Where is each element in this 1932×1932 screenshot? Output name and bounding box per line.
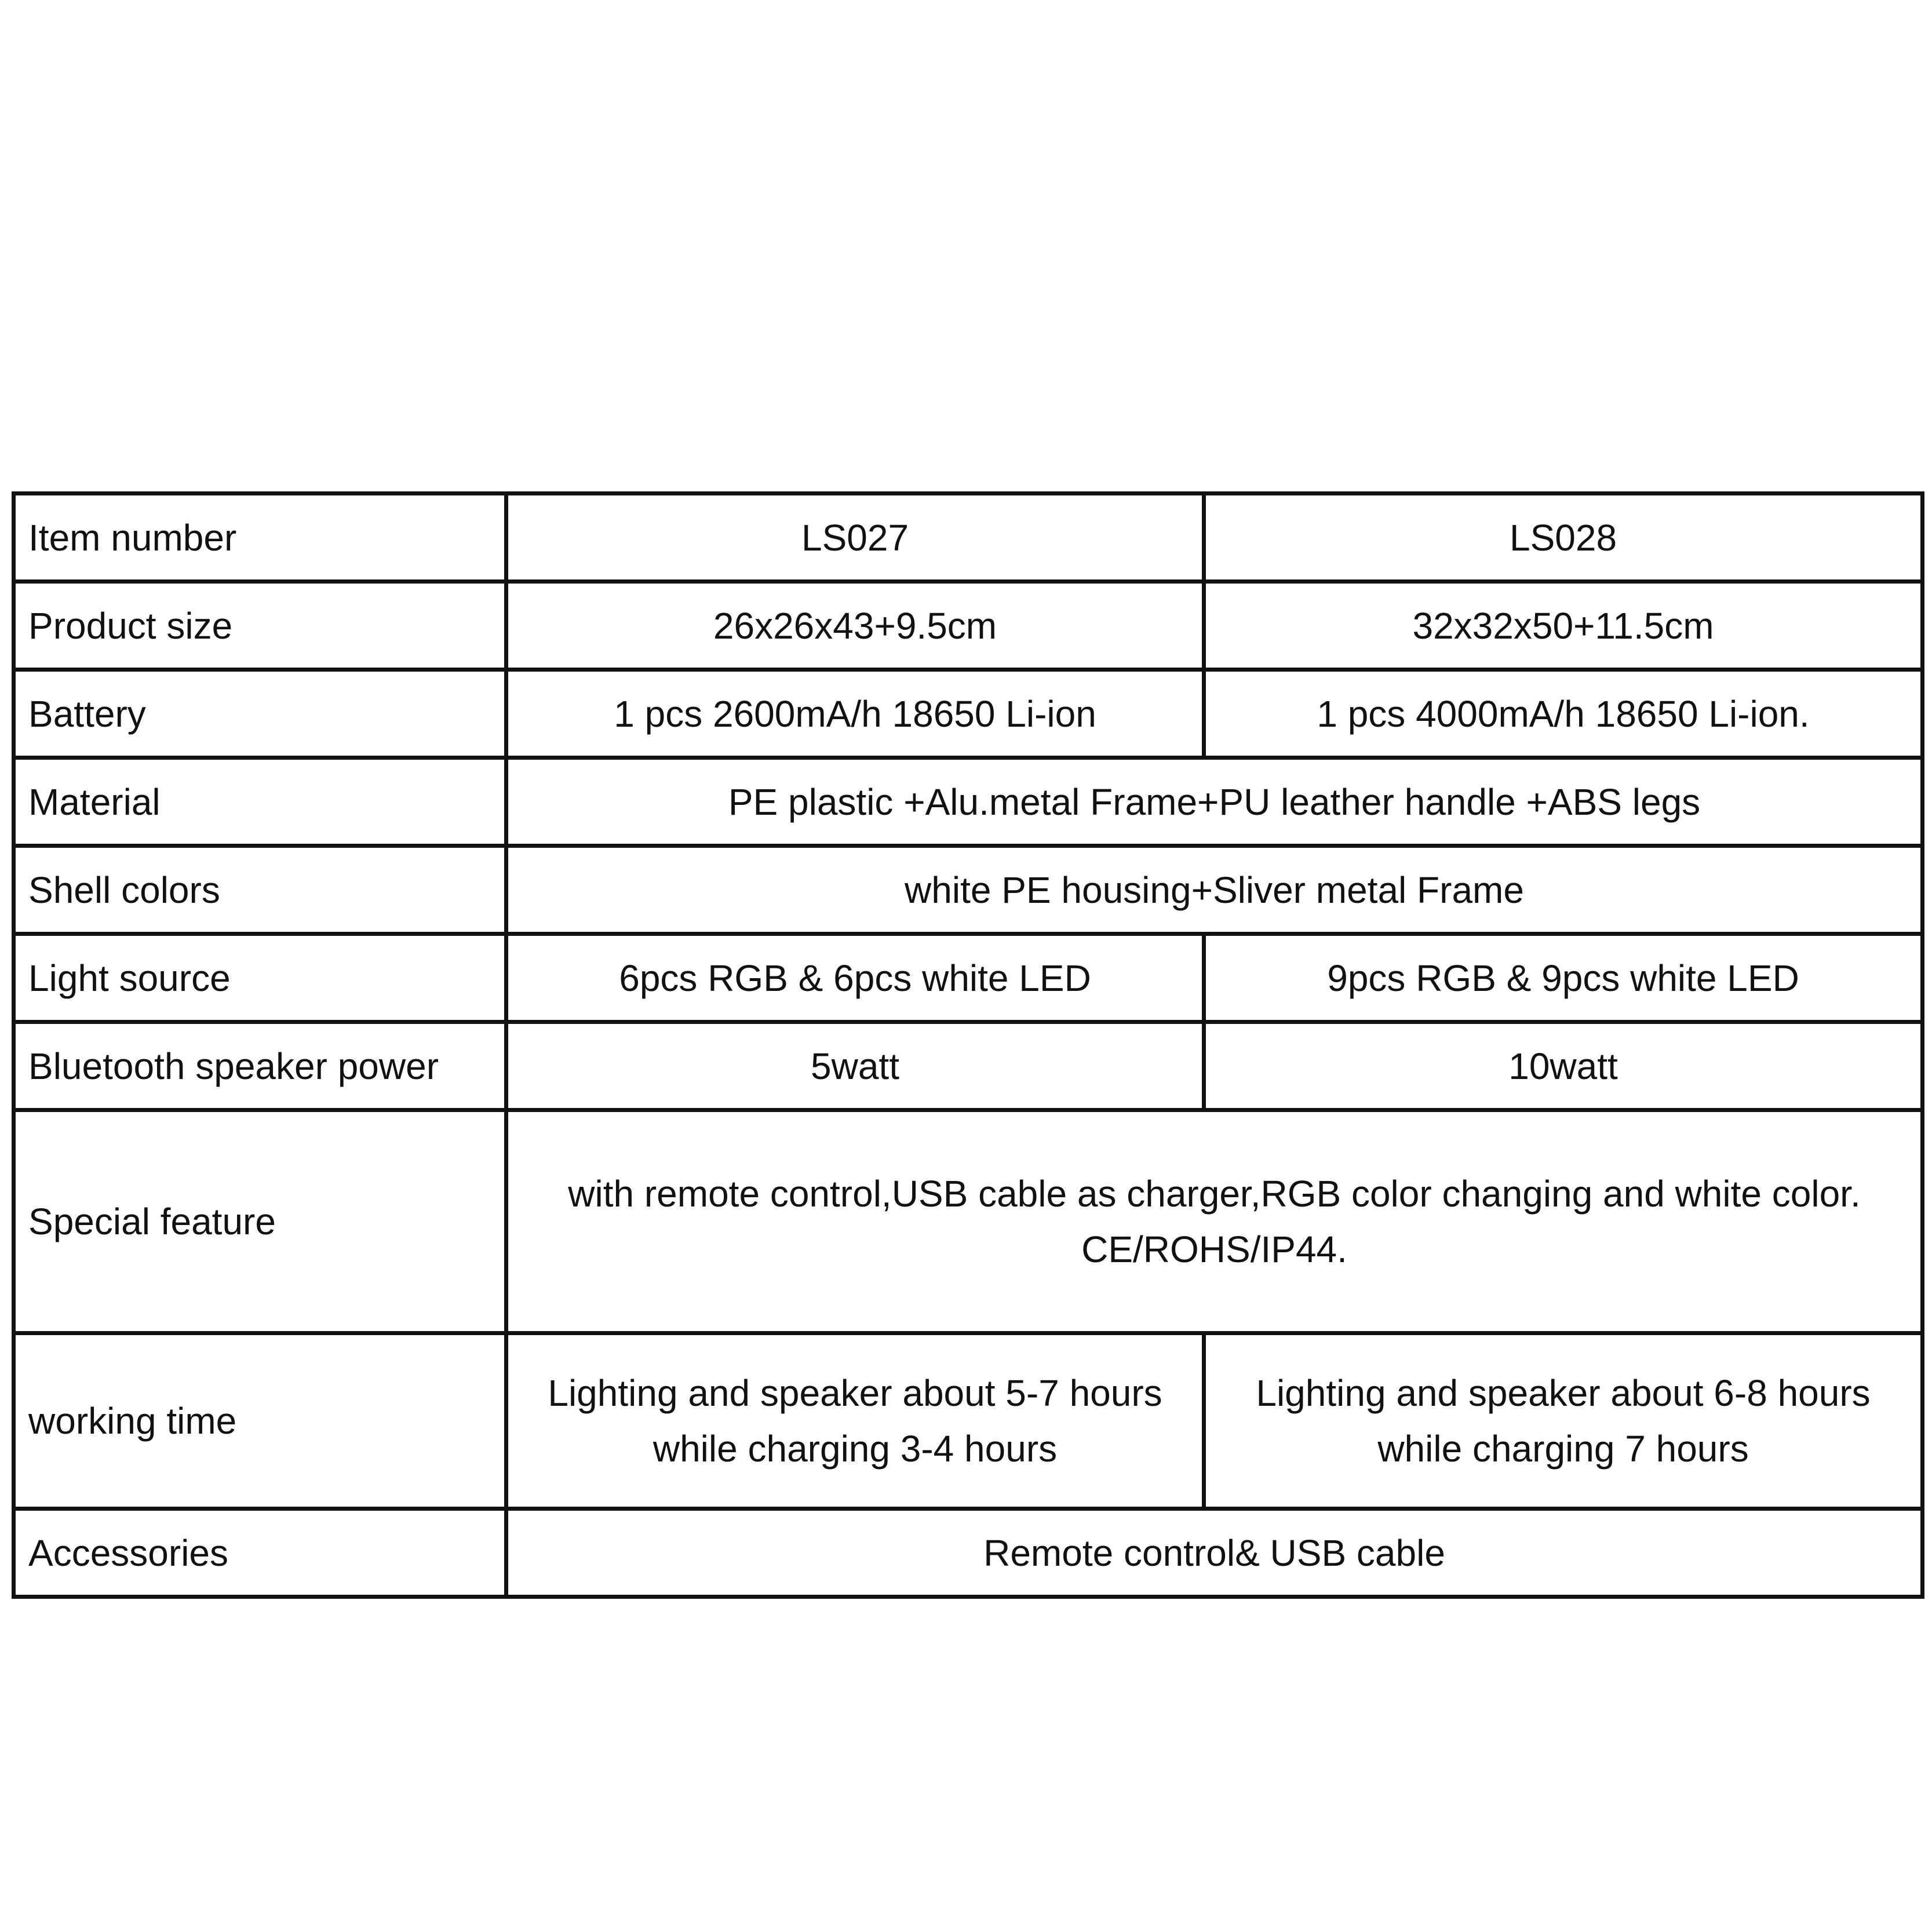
table-row-item-number [14,494,1923,582]
table-row-material [14,758,1923,846]
spec-table [12,491,1924,1599]
row-label: Special feature [14,1110,506,1333]
cell-ls028: 1 pcs 4000mA/h 18650 Li-ion. [1204,670,1923,758]
row-label: Product size [14,582,506,670]
row-label: Light source [14,934,506,1022]
cell-ls028: 10watt [1204,1022,1923,1110]
cell-line: Lighting and speaker about 6-8 hours [1256,1372,1871,1414]
cell-ls028: 9pcs RGB & 9pcs white LED [1204,934,1923,1022]
table-row-battery [14,670,1923,758]
cell-ls028: 32x32x50+11.5cm [1204,582,1923,670]
cell-merged [506,1110,1923,1333]
row-label: Battery [14,670,506,758]
cell-line: Lighting and speaker about 5-7 hours [548,1372,1162,1414]
cell-merged: white PE housing+Sliver metal Frame [506,846,1923,934]
table-row-special-feature [14,1110,1923,1333]
cell-merged: PE plastic +Alu.metal Frame+PU leather handle +ABS legs [506,758,1923,846]
table-row-product-size [14,582,1923,670]
row-label: Item number [14,494,506,582]
cell-line: with remote control,USB cable as charger,RGB color changing and white color. [568,1173,1861,1215]
row-label: Material [14,758,506,846]
table-row-speaker-power [14,1022,1923,1110]
cell-ls027: 26x26x43+9.5cm [506,582,1204,670]
table-row-accessories [14,1509,1923,1597]
cell-ls027: 5watt [506,1022,1204,1110]
cell-line: while charging 3-4 hours [652,1428,1058,1470]
table-row-light-source [14,934,1923,1022]
cell-ls028: LS028 [1204,494,1923,582]
cell-line: while charging 7 hours [1377,1428,1749,1470]
row-label: working time [14,1333,506,1509]
cell-ls027: 1 pcs 2600mA/h 18650 Li-ion [506,670,1204,758]
cell-ls027: LS027 [506,494,1204,582]
cell-ls027 [506,1333,1204,1509]
row-label: Accessories [14,1509,506,1597]
table-row-shell-colors [14,846,1923,934]
cell-ls028 [1204,1333,1923,1509]
table-row-working-time [14,1333,1923,1509]
cell-ls027: 6pcs RGB & 6pcs white LED [506,934,1204,1022]
row-label: Shell colors [14,846,506,934]
cell-merged: Remote control& USB cable [506,1509,1923,1597]
cell-line: CE/ROHS/IP44. [1081,1229,1347,1270]
row-label: Bluetooth speaker power [14,1022,506,1110]
